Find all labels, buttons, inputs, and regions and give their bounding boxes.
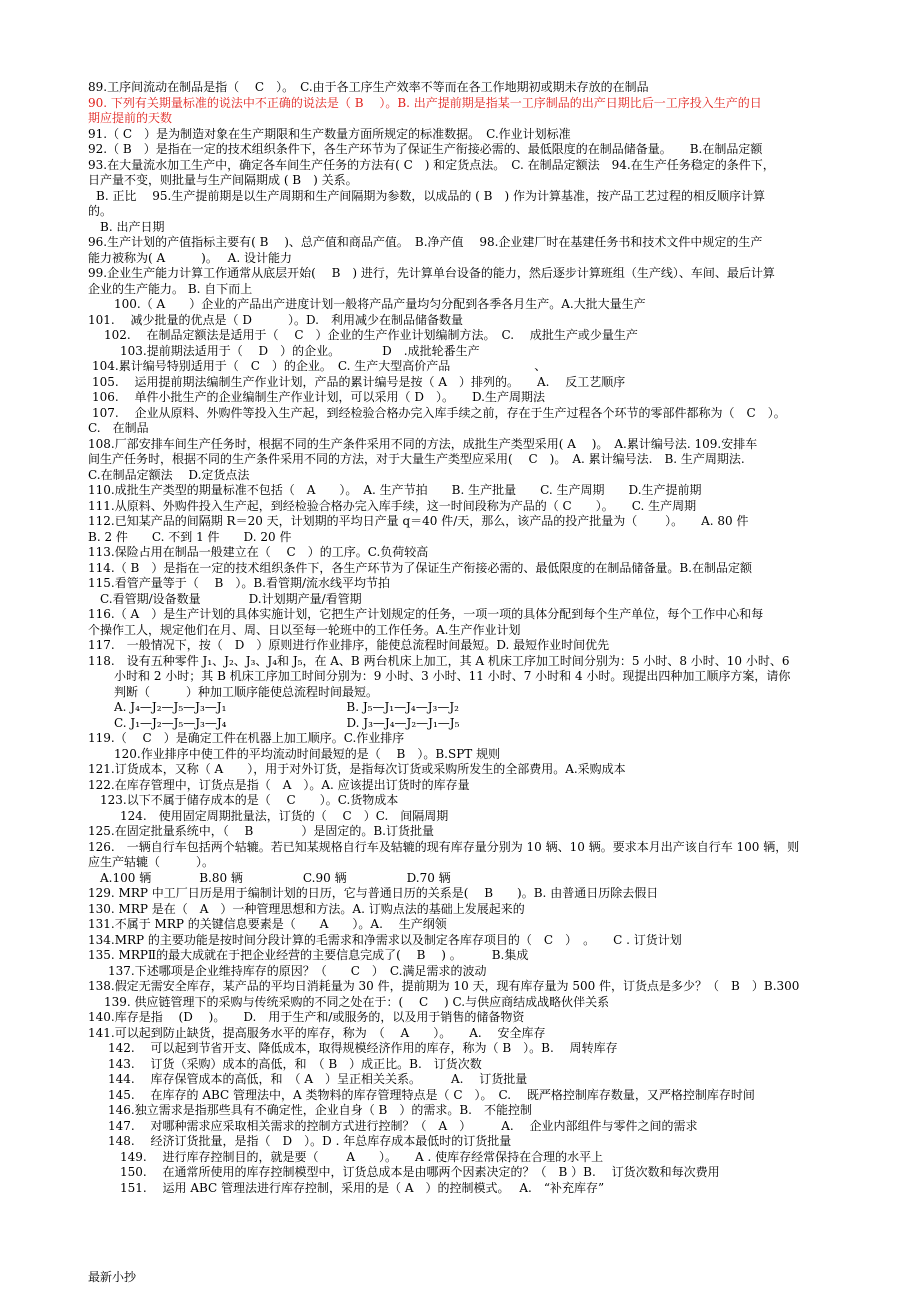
text-line: A.100 辆 B.80 辆 C.90 辆 D.70 辆 <box>100 870 451 885</box>
text-line: 120.作业排序中使工件的平均流动时间最短的是（ B ）。B.SPT 规则 <box>114 746 501 761</box>
text-line: 122.在库存管理中，订货点是指（ A ）。A. 应该提出订货时的库存量 <box>88 777 470 792</box>
text-line: 114.（ B ）是指在一定的技术组织条件下，各生产环节为了保证生产衔接必需的、最低限度的在制品储备量。B.在制品定额 <box>88 560 752 575</box>
text-line: 108.厂部安排车间生产任务时，根据不同的生产条件采用不同的方法，成批生产类型采用( A )。 A.累计编号法. 109.安排车 <box>88 436 758 451</box>
text-line: 141.可以起到防止缺货，提高服务水平的库存，称为 （ A ）。 A. 安全库存 <box>88 1025 546 1040</box>
text-line: 125.在固定批量系统中，（ B ）是固定的。B.订货批量 <box>88 824 434 838</box>
text-line: 个操作工人，规定他们在月、周、日以至每一轮班中的工作任务。A.生产作业计划 <box>88 622 521 637</box>
text-line: 121.订货成本，又称（ A ），用于对外订货，是指每次订货或采购所发生的全部费用。A.采购成本 <box>88 762 626 776</box>
text-line: 110.成批生产类型的期量标准不包括（ A ）。 A. 生产节拍 B. 生产批量 C. 生产周期 D.生产提前期 <box>88 483 702 497</box>
text-line: 日产量不变，则批量与生产间隔期成 ( B ) 关系。 <box>88 173 358 187</box>
text-line: 92.（ B ）是指在一定的技术组织条件下，各生产环节为了保证生产衔接必需的、最低限度的在制品储备量。 B.在制品定额 <box>88 142 763 156</box>
text-line: 103.提前期法适用于（ D ）的企业。 D .成批轮番生产 <box>120 343 480 358</box>
text-line: 148. 经济订货批量，是指（ D ）。D . 年总库存成本最低时的订货批量 <box>108 1134 512 1148</box>
text-line: 116.（ A ）是生产计划的具体实施计划，它把生产计划规定的任务，一项一项的具体分配到每个生产单位，每个工作中心和每 <box>88 607 764 621</box>
text-line: 112.已知某产品的间隔期 R＝20 天，计划期的平均日产量 q＝40 件/天，那么，该产品的投产批量为（ ）。 A. 80 件 <box>88 514 749 528</box>
text-line: 期应提前的天数 <box>88 111 173 125</box>
text-line: 99.企业生产能力计算工作通常从底层开始( B ) 进行，先计算单台设备的能力，然后逐步计算班组（生产线）、车间、最后计算 <box>88 266 775 280</box>
text-line: 142. 可以起到节省开支、降低成本，取得规模经济作用的库存，称为（ B ）。B. 周转库存 <box>108 1041 618 1055</box>
text-line: 131.不属于 MRP 的关键信息要素是（ A ）。A. 生产纲领 <box>88 917 447 931</box>
text-line: 能力被称为( A )。 A. 设计能力 <box>88 250 292 265</box>
text-line: 123.以下不属于储存成本的是（ C ）。C.货物成本 <box>100 793 399 807</box>
text-line: 应生产轱辘（ ）。 <box>88 855 215 869</box>
text-line: 102. 在制品定额法是适用于（ C ）企业的生产作业计划编制方法。 C. 成批生产或少量生产 <box>104 328 638 342</box>
text-line: 150. 在通常所使用的库存控制模型中，订货总成本是由哪两个因素决定的？（ B ）B. 订货次数和每次费用 <box>120 1165 720 1179</box>
text-line: 的。 <box>88 204 113 218</box>
text-line: C.看管期/设备数量 D.计划期产量/看管期 <box>100 591 362 606</box>
text-line: 118. 设有五种零件 J₁、J₂、J₃、J₄和 J₅，在 A、B 两台机床上加工，其 A 机床工序加工时间分别为：5 小时、8 小时、10 小时、6 <box>88 653 790 668</box>
text-line: 138.假定无需安全库存，某产品的平均日消耗量为 30 件，提前期为 10 天，现有库存量为 500 件，订货点是多少？（ B ）B.300 <box>88 979 800 993</box>
text-line: 105. 运用提前期法编制生产作业计划，产品的累计编号是按（ A ）排列的。 A. 反工艺顺序 <box>92 374 626 389</box>
text-line: 100.（ A ）企业的产品出产进度计划一般将产品产量均匀分配到各季各月生产。A.大批大量生产 <box>114 297 646 311</box>
text-line: 140.库存是指 (D )。 D. 用于生产和/或服务的，以及用于销售的储备物资 <box>88 1010 525 1024</box>
text-line: 106. 单件小批生产的企业编制生产作业计划，可以采用（ D ）。 D.生产周期法 <box>92 390 545 404</box>
text-line: 126. 一辆自行车包括两个轱辘。若已知某规格自行车及轱辘的现有库存量分别为 10 辆、10 辆。要求本月出产该自行车 100 辆，则 <box>88 839 800 854</box>
text-line: C. 在制品 <box>88 421 149 435</box>
text-line: 144. 库存保管成本的高低，和 （ A ）呈正相关关系。 A. 订货批量 <box>108 1072 528 1086</box>
text-line: 101. 减少批量的优点是（ D ）。D. 利用减少在制品储备数量 <box>88 312 463 327</box>
text-line: C.在制品定额法 D.定货点法 <box>88 467 250 482</box>
text-line: 151. 运用 ABC 管理法进行库存控制，采用的是（ A ）的控制模式。 A. “补充库存” <box>120 1180 605 1195</box>
text-line: 115.看管产量等于（ B ）。B.看管期/流水线平均节拍 <box>88 576 391 590</box>
text-line: 147. 对哪种需求应采取相关需求的控制方式进行控制？（ A ） A. 企业内部组件与零件之间的需求 <box>108 1118 698 1133</box>
text-line: 129. MRP 中工厂日历是用于编制计划的日历，它与普通日历的关系是( B )。B. 由普通日历除去假日 <box>88 886 659 900</box>
text-line: 137.下述哪项是企业维持库存的原因？（ C ） C.满足需求的波动 <box>108 963 487 978</box>
text-line: 113.保险占用在制品一般建立在（ C ）的工序。C.负荷较高 <box>88 545 429 559</box>
footer-note: 最新小抄 <box>88 1270 137 1284</box>
text-line: 143. 订货（采购）成本的高低，和 （ B ）成正比。B. 订货次数 <box>108 1056 482 1071</box>
text-line: A. J₄—J₂—J₅—J₃—J₁ B. J₅—J₁—J₄—J₃—J₂ <box>114 700 459 714</box>
text-line: 117. 一般情况下，按（ D ）原则进行作业排序，能使总流程时间最短。D. 最短作业时间优先 <box>88 638 610 652</box>
text-line: 107. 企业从原料、外购件等投入生产起，到经检验合格办完入库手续之前，存在于生产过程各个环节的零部件都称为（ C ）。 <box>92 405 786 420</box>
text-line: 139. 供应链管理下的采购与传统采购的不同之处在于：( C ) C.与供应商结成战略伙伴关系 <box>104 994 610 1009</box>
text-line: 91.（ C ）是为制造对象在生产期限和生产数量方面所规定的标准数据。 C.作业计划标准 <box>88 126 571 141</box>
text-line: 146.独立需求是指那些具有不确定性，企业自身（ B ）的需求。B. 不能控制 <box>108 1103 532 1117</box>
text-line: C. J₁—J₂—J₅—J₃—J₄ D. J₃—J₄—J₂—J₁—J₅ <box>114 715 460 730</box>
text-line: 小时和 2 小时；其 B 机床工序加工时间分别为：9 小时、3 小时、11 小时、7 小时和 4 小时。现提出四种加工顺序方案，请你 <box>114 669 791 683</box>
text-line: 89.工序间流动在制品是指（ C ）。 C.由于各工序生产效率不等而在各工作地期初或期未存放的在制品 <box>88 80 649 94</box>
text-line: B. 出产日期 <box>100 219 165 234</box>
text-line: 111.从原料、外购件投入生产起，到经检验合格办完入库手续，这一时间段称为产品的（ C ）。 C. 生产周期 <box>88 498 697 513</box>
text-line: 间生产任务时，根据不同的生产条件采用不同的方法，对于大量生产类型应采用( C )。 A. 累计编号法. B. 生产周期法. <box>88 452 745 466</box>
text-line: 135. MRPⅡ的最大成就在于把企业经营的主要信息完成了( B ) 。 B.集成 <box>88 948 529 962</box>
question-list <box>88 80 888 1196</box>
text-line: B. 2 件 C. 不到 1 件 D. 20 件 <box>88 529 292 544</box>
text-line: 判断（ ）种加工顺序能使总流程时间最短。 <box>114 684 379 699</box>
text-line: B. 正比 95.生产提前期是以生产周期和生产间隔期为参数，以成品的 ( B ) 作为计算基准，按产品工艺过程的相反顺序计算 <box>96 188 765 203</box>
text-line: 96.生产计划的产值指标主要有( B )、总产值和商品产值。 B.净产值 98.企业建厂时在基建任务书和技术文件中规定的生产 <box>88 235 763 249</box>
text-line: 企业的生产能力。 B. 自下而上 <box>88 281 253 296</box>
text-line: 90. 下列有关期量标准的说法中不正确的说法是（ B ）。B. 出产提前期是指某一工序制品的出产日期比后一工序投入生产的日 <box>88 95 762 110</box>
text-line: 145. 在库存的 ABC 管理法中，A 类物料的库存管理特点是（ C ）。 C. 既严格控制库存数量，又严格控制库存时间 <box>108 1087 755 1102</box>
text-line: 119.（ C ）是确定工件在机器上加工顺序。C.作业排序 <box>88 731 405 745</box>
text-line: 93.在大量流水加工生产中，确定各车间生产任务的方法有( C ) 和定货点法。 C. 在制品定额法 94.在生产任务稳定的条件下， <box>88 157 775 172</box>
text-line: 124. 使用固定周期批量法，订货的（ C ）C. 间隔周期 <box>120 808 449 823</box>
text-line: 134.MRP 的主要功能是按时间分段计算的毛需求和净需求以及制定各库存项目的（ C ） 。 C . 订货计划 <box>88 932 682 947</box>
text-line: 130. MRP 是在（ A ）一种管理思想和方法。A. 订购点法的基础上发展起来的 <box>88 901 525 916</box>
text-line: 104.累计编号特别适用于（ C ）的企业。 C. 生产大型高价产品 、 <box>92 359 547 373</box>
text-line: 149. 进行库存控制目的，就是要（ A ）。 A . 使库存经常保持在合理的水平上 <box>120 1149 604 1164</box>
